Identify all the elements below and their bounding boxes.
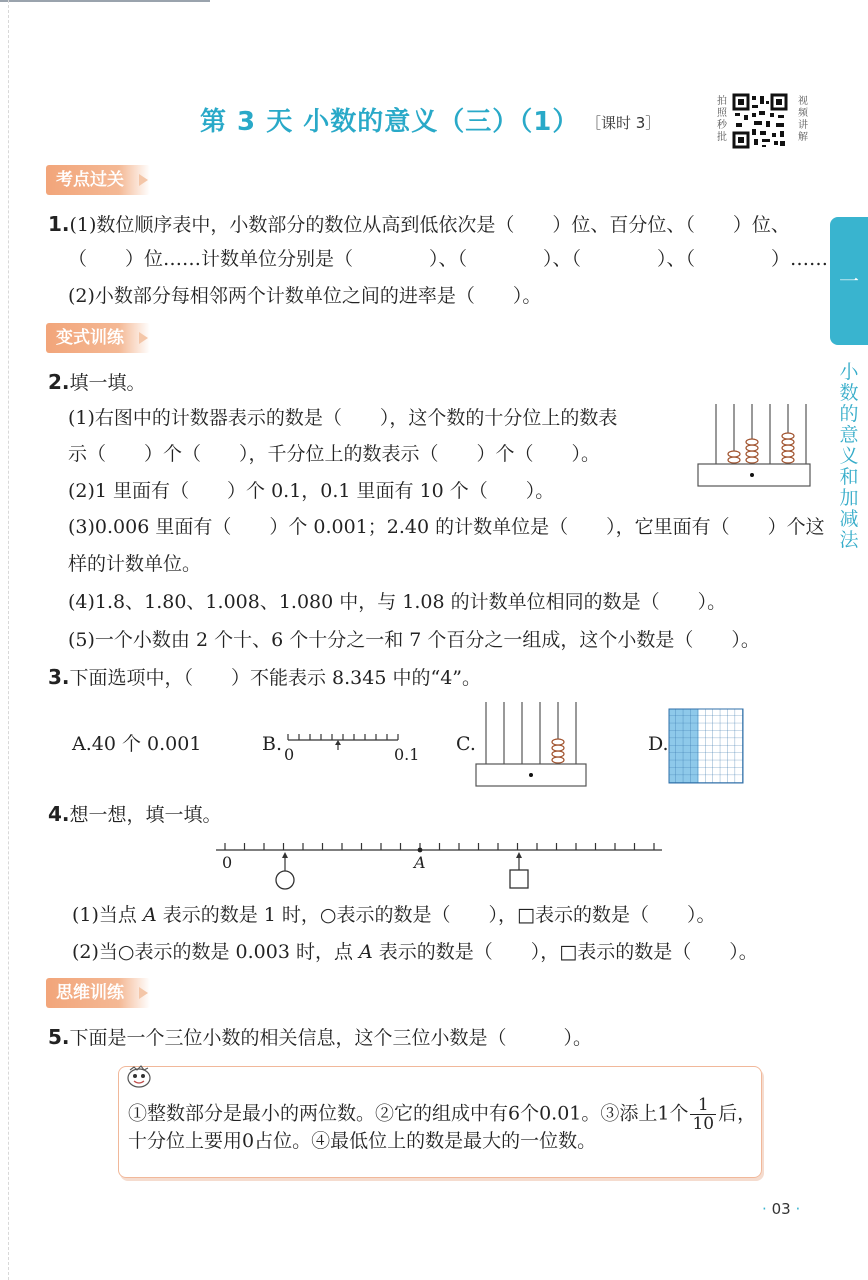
- page-number: [762, 1200, 800, 1218]
- info-text: ①整数部分是最小的两位数。②它的组成中有6个0.01。③添上1个: [128, 1102, 689, 1125]
- point-a-ref: A: [142, 904, 157, 926]
- question-3-head: [48, 664, 481, 691]
- dot-left: ·: [762, 1200, 767, 1218]
- text-part: 表示的数是（ ），□表示的数是（ ）。: [372, 941, 758, 963]
- page-title: 第 3 天 小数的意义（三）（1）: [200, 107, 580, 137]
- chapter-tab-label: 一: [839, 269, 859, 293]
- option-a: A.40 个 0.001: [72, 733, 202, 755]
- question-2-line-1: (1)右图中的计数器表示的数是（ ），这个数的十分位上的数表: [68, 407, 618, 429]
- dot-right: ·: [795, 1200, 801, 1218]
- lesson-tag: ［课时 3］: [586, 114, 661, 132]
- info-line-2: 十分位上要用0占位。④最低位上的数是最大的一位数。: [128, 1130, 597, 1152]
- question-text: 下面是一个三位小数的相关信息，这个三位小数是（ ）。: [69, 1027, 593, 1049]
- info-text: 后，: [718, 1102, 757, 1125]
- number-line-point-a-label: A: [414, 853, 426, 872]
- qr-left-label: 拍照秒批: [717, 96, 727, 143]
- option-d-label: D.: [648, 733, 669, 755]
- qr-code-icon[interactable]: [732, 93, 788, 149]
- binding-edge: [8, 0, 10, 1280]
- question-text: 下面选项中，（ ）不能表示 8.345 中的“4”。: [69, 667, 482, 689]
- question-2-line-3: (2)1 里面有（ ）个 0.1，0.1 里面有 10 个（ ）。: [68, 480, 555, 502]
- option-b-start-label: 0: [284, 745, 295, 764]
- question-5-head: [48, 1024, 592, 1051]
- section-badge-exam: 考点过关: [46, 165, 150, 195]
- question-2-line-2: 示（ ）个（ ），千分位上的数表示（ ）个（ ）。: [68, 443, 601, 465]
- text-part: (1)当点: [72, 904, 143, 926]
- question-number: 5.: [48, 1025, 70, 1049]
- option-d-hundred-grid: [668, 708, 744, 784]
- question-number: 1.: [48, 212, 70, 236]
- option-c-abacus: [474, 700, 590, 788]
- question-4-number-line: [212, 836, 668, 894]
- question-2-line-5: 样的计数单位。: [68, 553, 202, 575]
- option-b-end-label: 0.1: [394, 745, 420, 764]
- question-2-line-6: (4)1.8、1.80、1.008、1.080 中，与 1.08 的计数单位相同的数是（ ）。: [68, 591, 727, 613]
- question-text: (1)数位顺序表中，小数部分的数位从高到低依次是（ ）位、百分位、（ ）位、: [69, 214, 790, 236]
- question-text: 填一填。: [69, 372, 146, 394]
- question-1-line-2: （ ）位……计数单位分别是（ ）、（ ）、（ ）、（ ）……: [68, 248, 829, 270]
- question-number: 2.: [48, 370, 70, 394]
- number-line-zero-label: 0: [222, 853, 233, 872]
- question-1-line-1: [48, 211, 790, 238]
- chapter-side-title: 小数的意义和加减法: [839, 361, 859, 551]
- question-number: 3.: [48, 665, 70, 689]
- abacus-figure-1: [694, 402, 812, 488]
- question-4-head: [48, 801, 222, 828]
- question-4-line-2: [72, 939, 758, 965]
- mascot-icon: [124, 1064, 154, 1090]
- question-text: 想一想，填一填。: [69, 804, 222, 826]
- top-rule: [0, 0, 210, 2]
- question-2-head: [48, 369, 146, 396]
- qr-right-label: 视频讲解: [798, 96, 808, 143]
- section-badge-variant: 变式训练: [46, 323, 150, 353]
- fraction-denominator: 10: [692, 1114, 715, 1134]
- text-part: (2)当○表示的数是 0.003 时，点: [72, 941, 360, 963]
- option-c-label: C.: [456, 733, 476, 755]
- text-part: 表示的数是 1 时，○表示的数是（ ），□表示的数是（ ）。: [156, 904, 716, 926]
- section-badge-thinking: 思维训练: [46, 978, 150, 1008]
- question-number: 4.: [48, 802, 70, 826]
- option-b-label: B.: [262, 733, 283, 755]
- question-4-line-1: [72, 902, 715, 928]
- page-number-text: 03: [771, 1200, 791, 1218]
- chapter-tab: [830, 217, 868, 345]
- question-2-line-7: (5)一个小数由 2 个十、6 个十分之一和 7 个百分之一组成，这个小数是（ ）。: [68, 629, 760, 651]
- question-2-line-4: (3)0.006 里面有（ ）个 0.001；2.40 的计数单位是（ ），它里面有（ ）个这: [68, 516, 825, 538]
- fraction-one-tenth: [690, 1096, 716, 1133]
- point-a-ref: A: [359, 941, 373, 963]
- fraction-numerator: 1: [690, 1096, 716, 1115]
- question-1-line-3: (2)小数部分每相邻两个计数单位之间的进率是（ ）。: [68, 285, 542, 307]
